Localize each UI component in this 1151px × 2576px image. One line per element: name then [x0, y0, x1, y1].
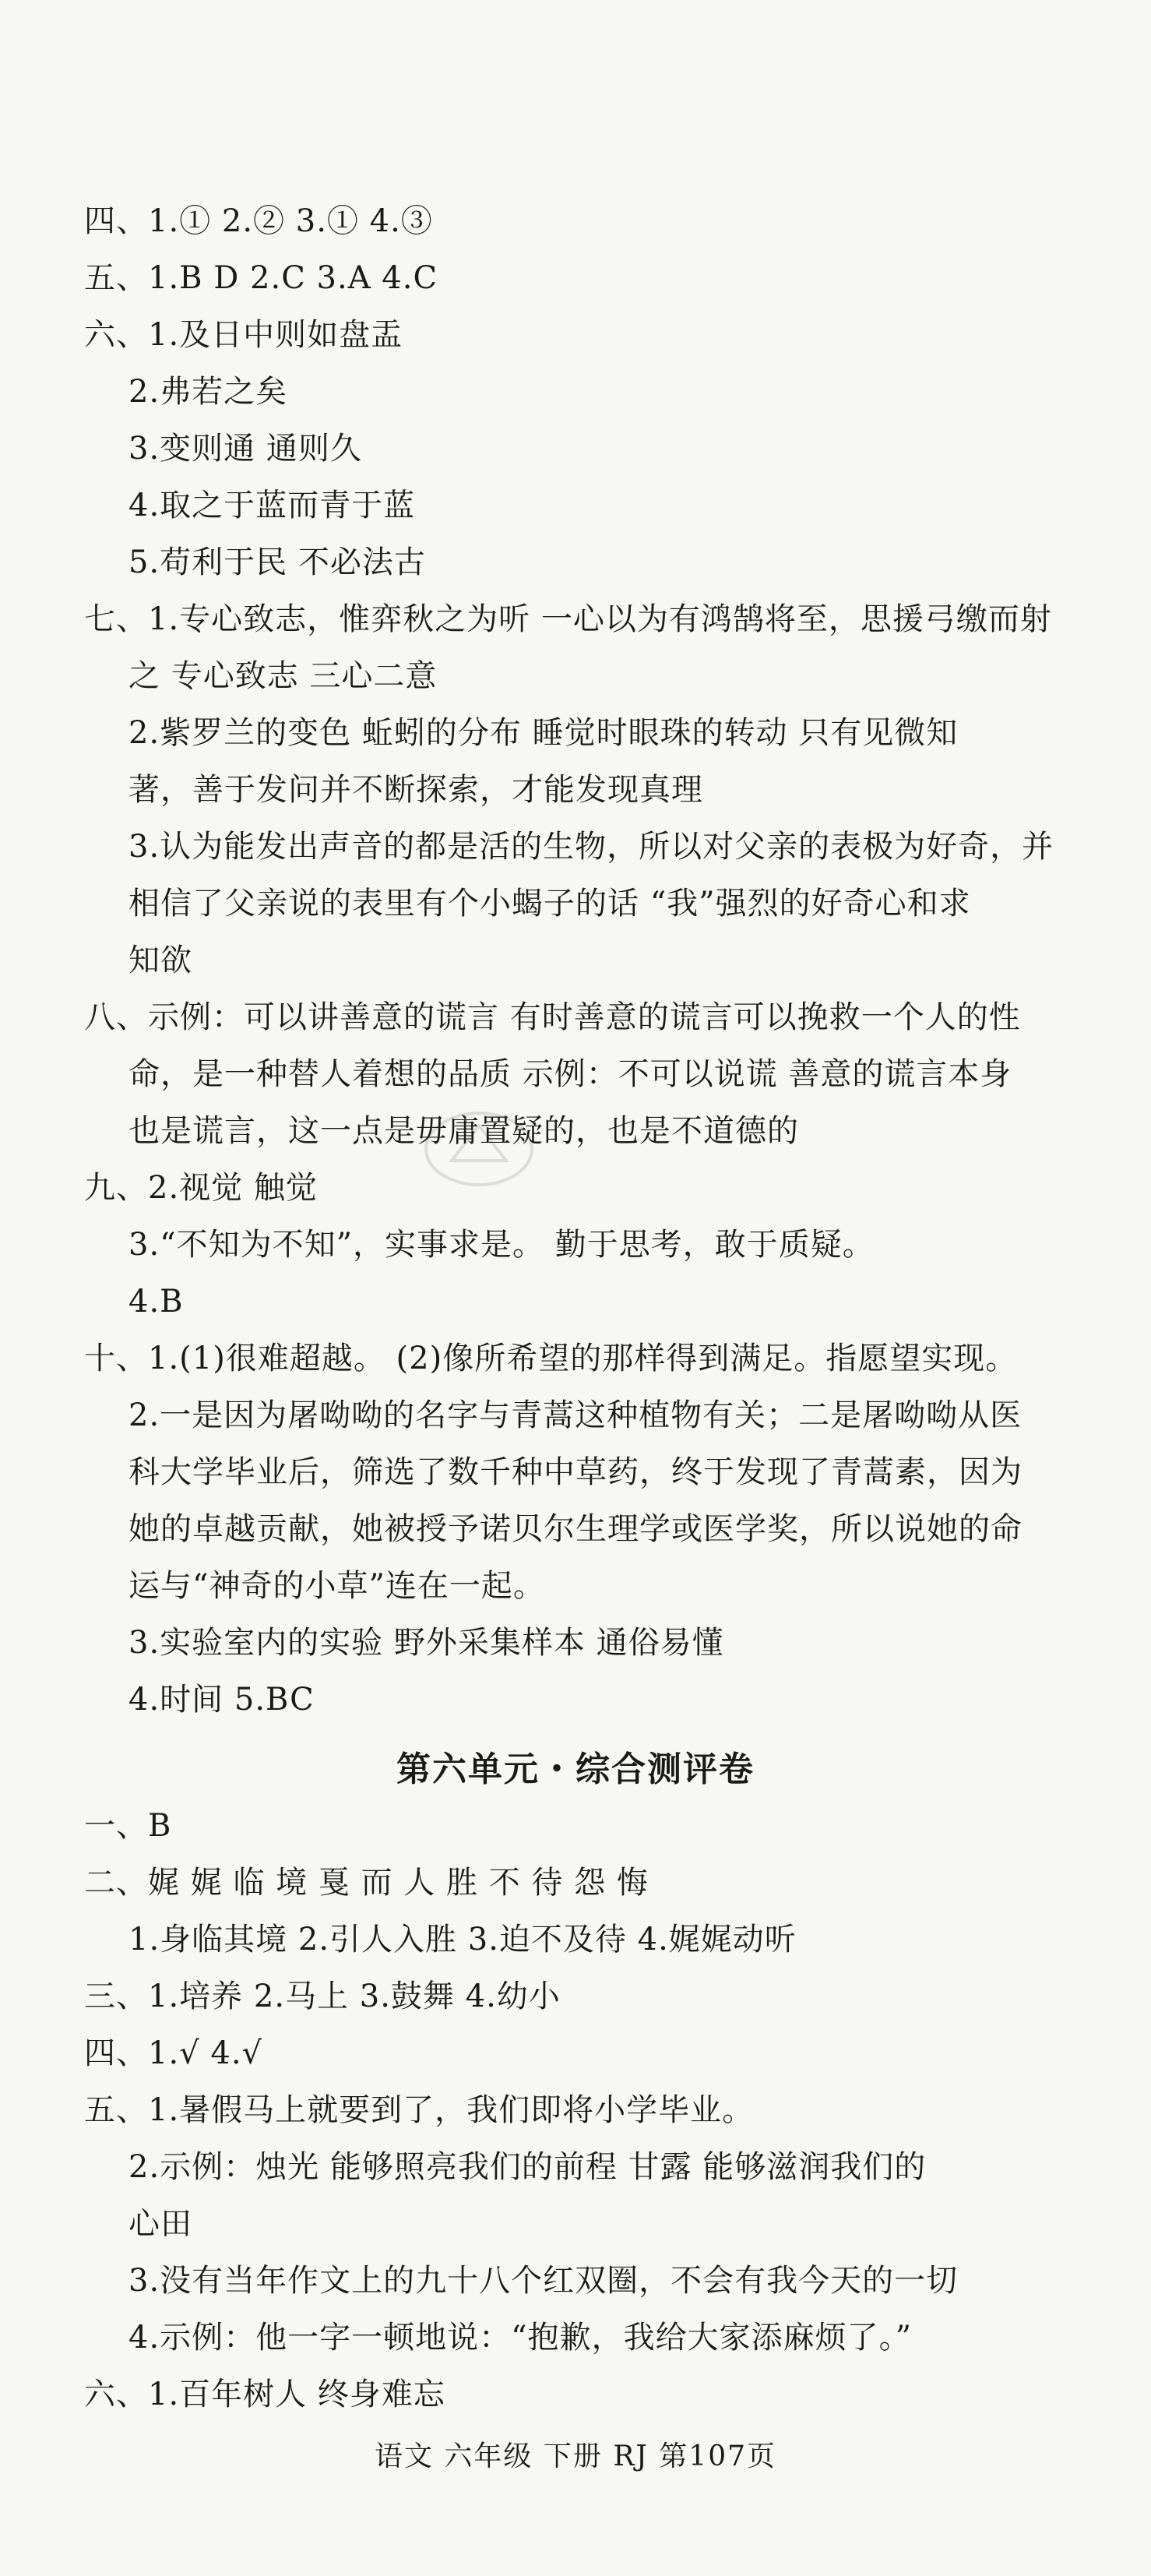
answer-line: 命，是一种替人着想的品质 示例：不可以说谎 善意的谎言本身 — [128, 1056, 1012, 1092]
answer-line: 3.认为能发出声音的都是活的生物，所以对父亲的表极为好奇，并 — [128, 829, 1054, 865]
answer-line: 3.“不知为不知”，实事求是。 勤于思考，敢于质疑。 — [128, 1227, 875, 1263]
answer-line: 三、1.培养 2.马上 3.鼓舞 4.幼小 — [84, 1979, 561, 2014]
answer-line: 五、1.暑假马上就要到了，我们即将小学毕业。 — [84, 2092, 755, 2128]
answer-line: 著，善于发问并不断探索，才能发现真理 — [128, 772, 703, 808]
page-footer: 语文 六年级 下册 RJ 第107页 — [374, 2440, 777, 2472]
section-title: 第六单元・综合测评卷 — [396, 1750, 755, 1789]
answer-line: 十、1.(1)很难超越。 (2)像所希望的那样得到满足。指愿望实现。 — [84, 1341, 1018, 1376]
answer-line: 八、示例：可以讲善意的谎言 有时善意的谎言可以挽救一个人的性 — [84, 999, 1021, 1035]
answer-line: 2.弗若之矣 — [128, 374, 288, 410]
answer-line: 2.示例：烛光 能够照亮我们的前程 甘露 能够滋润我们的 — [128, 2149, 927, 2185]
answer-line: 四、1.√ 4.√ — [84, 2035, 263, 2071]
answer-line: 4.B — [128, 1284, 184, 1320]
answer-line: 3.变则通 通则久 — [128, 431, 362, 467]
answer-line: 科大学毕业后，筛选了数千种中草药，终于发现了青蒿素，因为 — [128, 1454, 1023, 1490]
answer-line: 七、1.专心致志，惟弈秋之为听 一心以为有鸿鹄将至，思援弓缴而射 — [84, 601, 1052, 637]
answer-line: 九、2.视觉 触觉 — [84, 1170, 318, 1206]
answer-line: 2.一是因为屠呦呦的名字与青蒿这种植物有关；二是屠呦呦从医 — [128, 1397, 1023, 1433]
answer-line: 心田 — [128, 2206, 192, 2242]
answer-line: 一、B — [84, 1808, 172, 1844]
answer-line: 5.苟利于民 不必法古 — [128, 544, 426, 580]
answer-line: 之 专心致志 三心二意 — [128, 658, 438, 694]
answer-line: 4.时间 5.BC — [128, 1682, 315, 1718]
answer-line: 4.取之于蓝而青于蓝 — [128, 488, 416, 523]
answer-line: 五、1.B D 2.C 3.A 4.C — [84, 260, 438, 296]
answer-line: 二、娓 娓 临 境 戛 而 人 胜 不 待 怨 悔 — [84, 1865, 649, 1901]
answer-line: 知欲 — [128, 943, 192, 978]
answer-line: 3.实验室内的实验 野外采集样本 通俗易懂 — [128, 1625, 724, 1661]
answer-line: 运与“神奇的小草”连在一起。 — [128, 1568, 545, 1604]
answer-line: 4.示例：他一字一顿地说：“抱歉，我给大家添麻烦了。” — [128, 2320, 913, 2356]
answer-line: 六、1.百年树人 终身难忘 — [84, 2377, 445, 2412]
answer-line: 也是谎言，这一点是毋庸置疑的，也是不道德的 — [128, 1113, 799, 1149]
answer-line: 她的卓越贡献，她被授予诺贝尔生理学或医学奖，所以说她的命 — [128, 1511, 1023, 1547]
answer-line: 1.身临其境 2.引人入胜 3.迫不及待 4.娓娓动听 — [128, 1922, 797, 1958]
answer-line: 相信了父亲说的表里有个小蝎子的话 “我”强烈的好奇心和求 — [128, 886, 971, 922]
answer-line: 2.紫罗兰的变色 蚯蚓的分布 睡觉时眼珠的转动 只有见微知 — [128, 715, 959, 751]
answer-line: 六、1.及日中则如盘盂 — [84, 317, 403, 353]
answer-line: 3.没有当年作文上的九十八个红双圈，不会有我今天的一切 — [128, 2263, 959, 2299]
answer-line: 四、1.① 2.② 3.① 4.③ — [84, 203, 433, 239]
